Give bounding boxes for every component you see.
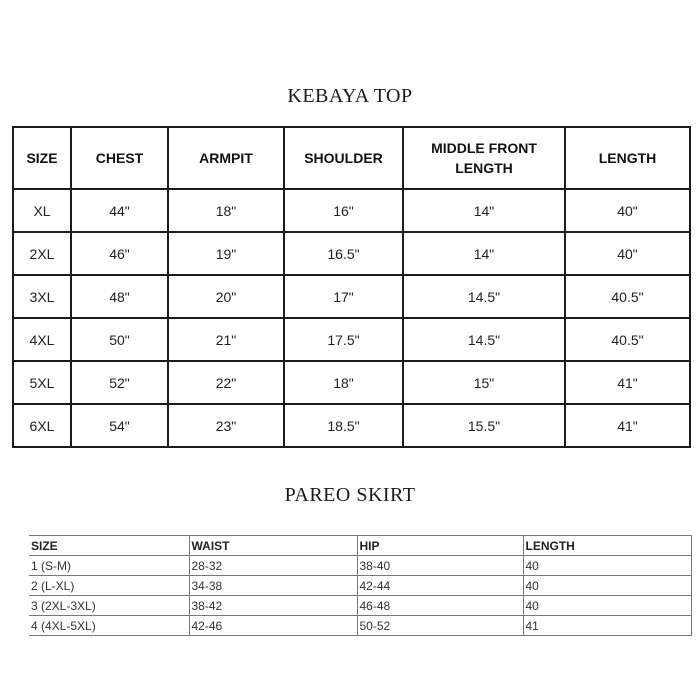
cell-size: XL xyxy=(13,189,71,232)
cell-hip: 38-40 xyxy=(357,556,523,576)
cell-length: 40 xyxy=(523,596,691,616)
cell-armpit: 21" xyxy=(168,318,284,361)
cell-shoulder: 17.5" xyxy=(284,318,403,361)
cell-shoulder: 17" xyxy=(284,275,403,318)
cell-middle-front-length: 14.5" xyxy=(403,275,565,318)
cell-size: 5XL xyxy=(13,361,71,404)
kebaya-header-chest: CHEST xyxy=(71,127,168,189)
kebaya-header-row xyxy=(13,127,690,189)
table-row xyxy=(13,275,690,318)
pareo-skirt-title: PAREO SKIRT xyxy=(284,484,416,506)
cell-size: 3 (2XL-3XL) xyxy=(29,596,189,616)
cell-chest: 52" xyxy=(71,361,168,404)
cell-armpit: 22" xyxy=(168,361,284,404)
cell-size: 2XL xyxy=(13,232,71,275)
cell-middle-front-length: 14" xyxy=(403,189,565,232)
table-row xyxy=(29,596,691,616)
kebaya-size-table xyxy=(12,126,691,448)
pareo-header-row xyxy=(29,536,691,556)
cell-size: 3XL xyxy=(13,275,71,318)
cell-length: 40 xyxy=(523,576,691,596)
table-row xyxy=(29,576,691,596)
kebaya-header-armpit: ARMPIT xyxy=(168,127,284,189)
cell-length: 40.5" xyxy=(565,318,690,361)
cell-length: 41 xyxy=(523,616,691,636)
cell-middle-front-length: 15.5" xyxy=(403,404,565,447)
cell-waist: 42-46 xyxy=(189,616,357,636)
cell-armpit: 19" xyxy=(168,232,284,275)
pareo-header-length: LENGTH xyxy=(523,536,691,556)
cell-chest: 54" xyxy=(71,404,168,447)
table-row xyxy=(13,189,690,232)
cell-chest: 50" xyxy=(71,318,168,361)
pareo-header-hip: HIP xyxy=(357,536,523,556)
cell-middle-front-length: 14" xyxy=(403,232,565,275)
table-row xyxy=(29,616,691,636)
kebaya-header-size: SIZE xyxy=(13,127,71,189)
cell-shoulder: 18.5" xyxy=(284,404,403,447)
table-row xyxy=(13,318,690,361)
cell-length: 40 xyxy=(523,556,691,576)
cell-shoulder: 16" xyxy=(284,189,403,232)
kebaya-top-title: KEBAYA TOP xyxy=(287,85,413,107)
cell-hip: 46-48 xyxy=(357,596,523,616)
cell-chest: 46" xyxy=(71,232,168,275)
cell-size: 2 (L-XL) xyxy=(29,576,189,596)
cell-shoulder: 16.5" xyxy=(284,232,403,275)
cell-shoulder: 18" xyxy=(284,361,403,404)
cell-chest: 48" xyxy=(71,275,168,318)
cell-size: 6XL xyxy=(13,404,71,447)
cell-length: 40" xyxy=(565,232,690,275)
cell-armpit: 20" xyxy=(168,275,284,318)
cell-waist: 28-32 xyxy=(189,556,357,576)
cell-armpit: 23" xyxy=(168,404,284,447)
kebaya-header-shoulder: SHOULDER xyxy=(284,127,403,189)
cell-length: 41" xyxy=(565,361,690,404)
kebaya-header-length: LENGTH xyxy=(565,127,690,189)
cell-length: 40" xyxy=(565,189,690,232)
cell-length: 41" xyxy=(565,404,690,447)
table-row xyxy=(13,232,690,275)
cell-size: 1 (S-M) xyxy=(29,556,189,576)
table-row xyxy=(13,404,690,447)
cell-chest: 44" xyxy=(71,189,168,232)
table-row xyxy=(13,361,690,404)
pareo-header-size: SIZE xyxy=(29,536,189,556)
cell-length: 40.5" xyxy=(565,275,690,318)
pareo-size-table xyxy=(29,535,692,636)
cell-hip: 50-52 xyxy=(357,616,523,636)
cell-waist: 38-42 xyxy=(189,596,357,616)
cell-middle-front-length: 15" xyxy=(403,361,565,404)
pareo-header-waist: WAIST xyxy=(189,536,357,556)
cell-size: 4XL xyxy=(13,318,71,361)
table-row xyxy=(29,556,691,576)
cell-middle-front-length: 14.5" xyxy=(403,318,565,361)
cell-waist: 34-38 xyxy=(189,576,357,596)
cell-armpit: 18" xyxy=(168,189,284,232)
kebaya-header-middle-front-length: MIDDLE FRONT LENGTH xyxy=(403,127,565,189)
cell-size: 4 (4XL-5XL) xyxy=(29,616,189,636)
cell-hip: 42-44 xyxy=(357,576,523,596)
